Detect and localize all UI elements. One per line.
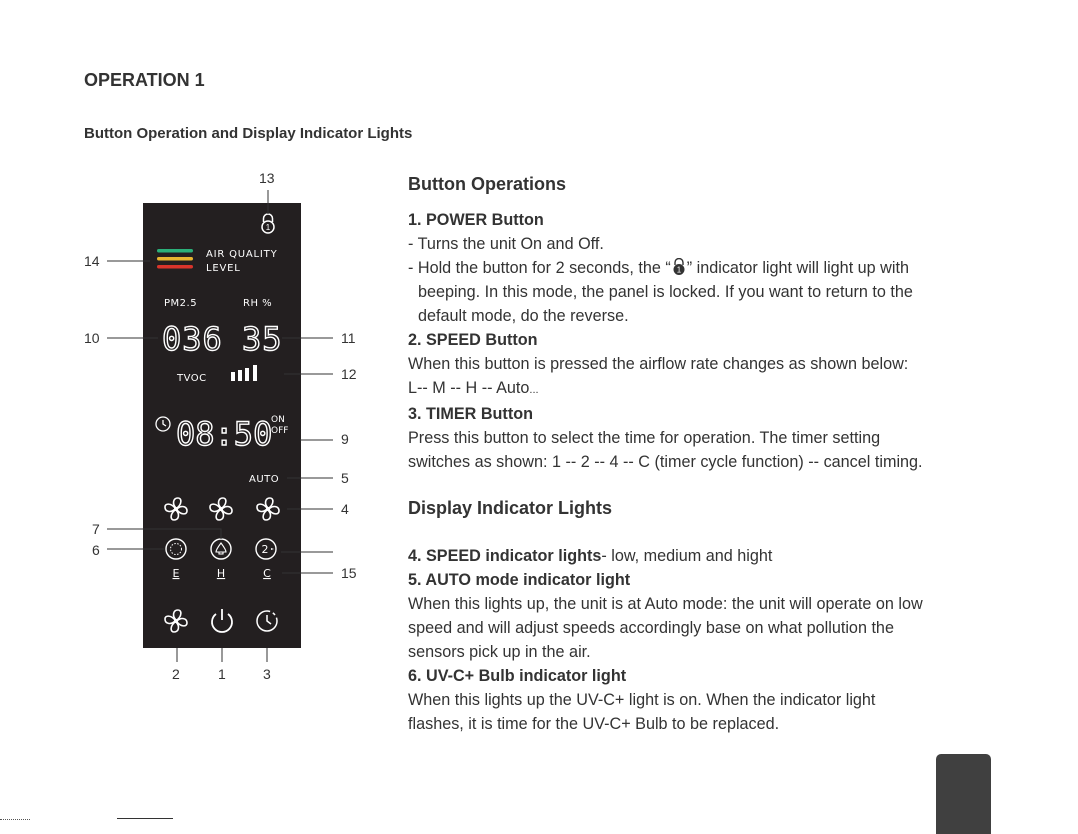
uvc-indicator-title: 6. UV-C+ Bulb indicator light bbox=[408, 667, 627, 685]
air-quality-yellow-bar bbox=[157, 257, 193, 261]
callout-5: 5 bbox=[341, 470, 349, 486]
button-operations-heading: Button Operations bbox=[408, 174, 566, 194]
uvc-line-1: When this lights up the UV-C+ light is on. When the indicator light bbox=[408, 691, 876, 709]
callout-4: 4 bbox=[341, 501, 349, 517]
timer-readout: 08:50 bbox=[176, 415, 273, 453]
auto-line-1: When this lights up, the unit is at Auto mode: the unit will operate on low bbox=[408, 595, 923, 613]
footer-dots bbox=[0, 819, 30, 822]
control-panel-diagram bbox=[0, 0, 400, 700]
callout-12: 12 bbox=[341, 366, 357, 382]
callout-11: 11 bbox=[341, 330, 356, 346]
power-line-1: - Turns the unit On and Off. bbox=[408, 235, 604, 253]
svg-text:1: 1 bbox=[676, 265, 681, 275]
svg-text:2: 2 bbox=[261, 543, 269, 556]
air-quality-green-bar bbox=[157, 249, 193, 253]
speed-button-title: 2. SPEED Button bbox=[408, 331, 538, 349]
callout-15: 15 bbox=[341, 565, 357, 581]
display-indicators-heading: Display Indicator Lights bbox=[408, 498, 613, 518]
timer-off-label: OFF bbox=[271, 426, 289, 436]
air-quality-label: AIR QUALITY bbox=[206, 249, 278, 260]
mode-h-label: H bbox=[216, 567, 226, 580]
pm25-readout: 036 bbox=[162, 320, 223, 358]
air-quality-red-bar bbox=[157, 265, 193, 269]
lock-icon bbox=[671, 258, 687, 276]
power-line-2-end: ” indicator light will light up with bbox=[686, 259, 909, 277]
callout-10: 10 bbox=[84, 330, 100, 346]
power-button-title: 1. POWER Button bbox=[408, 211, 544, 229]
callout-3: 3 bbox=[263, 666, 271, 682]
power-line-3: beeping. In this mode, the panel is locked. If you want to return to the bbox=[418, 283, 913, 301]
pm25-label: PM2.5 bbox=[164, 298, 198, 309]
speed-line-1: When this button is pressed the airflow rate changes as shown below: bbox=[408, 355, 909, 373]
callout-2: 2 bbox=[172, 666, 180, 682]
callout-1: 1 bbox=[218, 666, 226, 682]
speed-indicator-desc: - low, medium and hight bbox=[601, 547, 773, 565]
speed-indicator-line bbox=[408, 544, 1008, 568]
tvoc-label: TVOC bbox=[177, 373, 207, 384]
uvc-line-2: flashes, it is time for the UV-C+ Bulb to be replaced. bbox=[408, 715, 780, 733]
speed-line-2 bbox=[408, 376, 1008, 402]
power-line-4: default mode, do the reverse. bbox=[418, 307, 629, 325]
rh-readout: 35 bbox=[242, 320, 283, 358]
timer-line-2: switches as shown: 1 -- 2 -- 4 -- C (timer cycle function) -- cancel timing. bbox=[408, 453, 923, 471]
mode-c-label: C bbox=[263, 567, 271, 580]
callout-7: 7 bbox=[92, 521, 100, 537]
speed-indicator-title: 4. SPEED indicator lights bbox=[408, 547, 602, 565]
callout-9: 9 bbox=[341, 431, 349, 447]
instructions-column bbox=[408, 172, 1008, 736]
rh-label: RH % bbox=[243, 298, 273, 309]
page-tab bbox=[936, 754, 991, 834]
auto-line-2: speed and will adjust speeds accordingly base on what pollution the bbox=[408, 619, 894, 637]
air-quality-level-label: LEVEL bbox=[206, 263, 241, 274]
footer-rule bbox=[117, 818, 173, 819]
callout-14: 14 bbox=[84, 253, 100, 269]
power-line-2 bbox=[408, 256, 1008, 280]
power-line-2-start: - Hold the button for 2 seconds, the “ bbox=[408, 259, 671, 277]
speed-sequence: L-- M -- H -- Auto bbox=[408, 379, 530, 397]
auto-line-3: sensors pick up in the air. bbox=[408, 643, 591, 661]
callout-13: 13 bbox=[259, 170, 275, 186]
svg-text:1: 1 bbox=[265, 223, 271, 232]
page-title: OPERATION 1 bbox=[84, 70, 205, 90]
timer-on-label: ON bbox=[271, 415, 285, 425]
timer-line-1: Press this button to select the time for operation. The timer setting bbox=[408, 429, 881, 447]
page-subtitle: Button Operation and Display Indicator Lights bbox=[84, 125, 413, 142]
callout-6: 6 bbox=[92, 542, 100, 558]
timer-button-title: 3. TIMER Button bbox=[408, 405, 533, 423]
auto-indicator-title: 5. AUTO mode indicator light bbox=[408, 571, 631, 589]
speed-sequence-ellipsis: ... bbox=[529, 384, 539, 396]
mode-e-label: E bbox=[172, 567, 180, 580]
auto-indicator-label: AUTO bbox=[249, 474, 280, 485]
